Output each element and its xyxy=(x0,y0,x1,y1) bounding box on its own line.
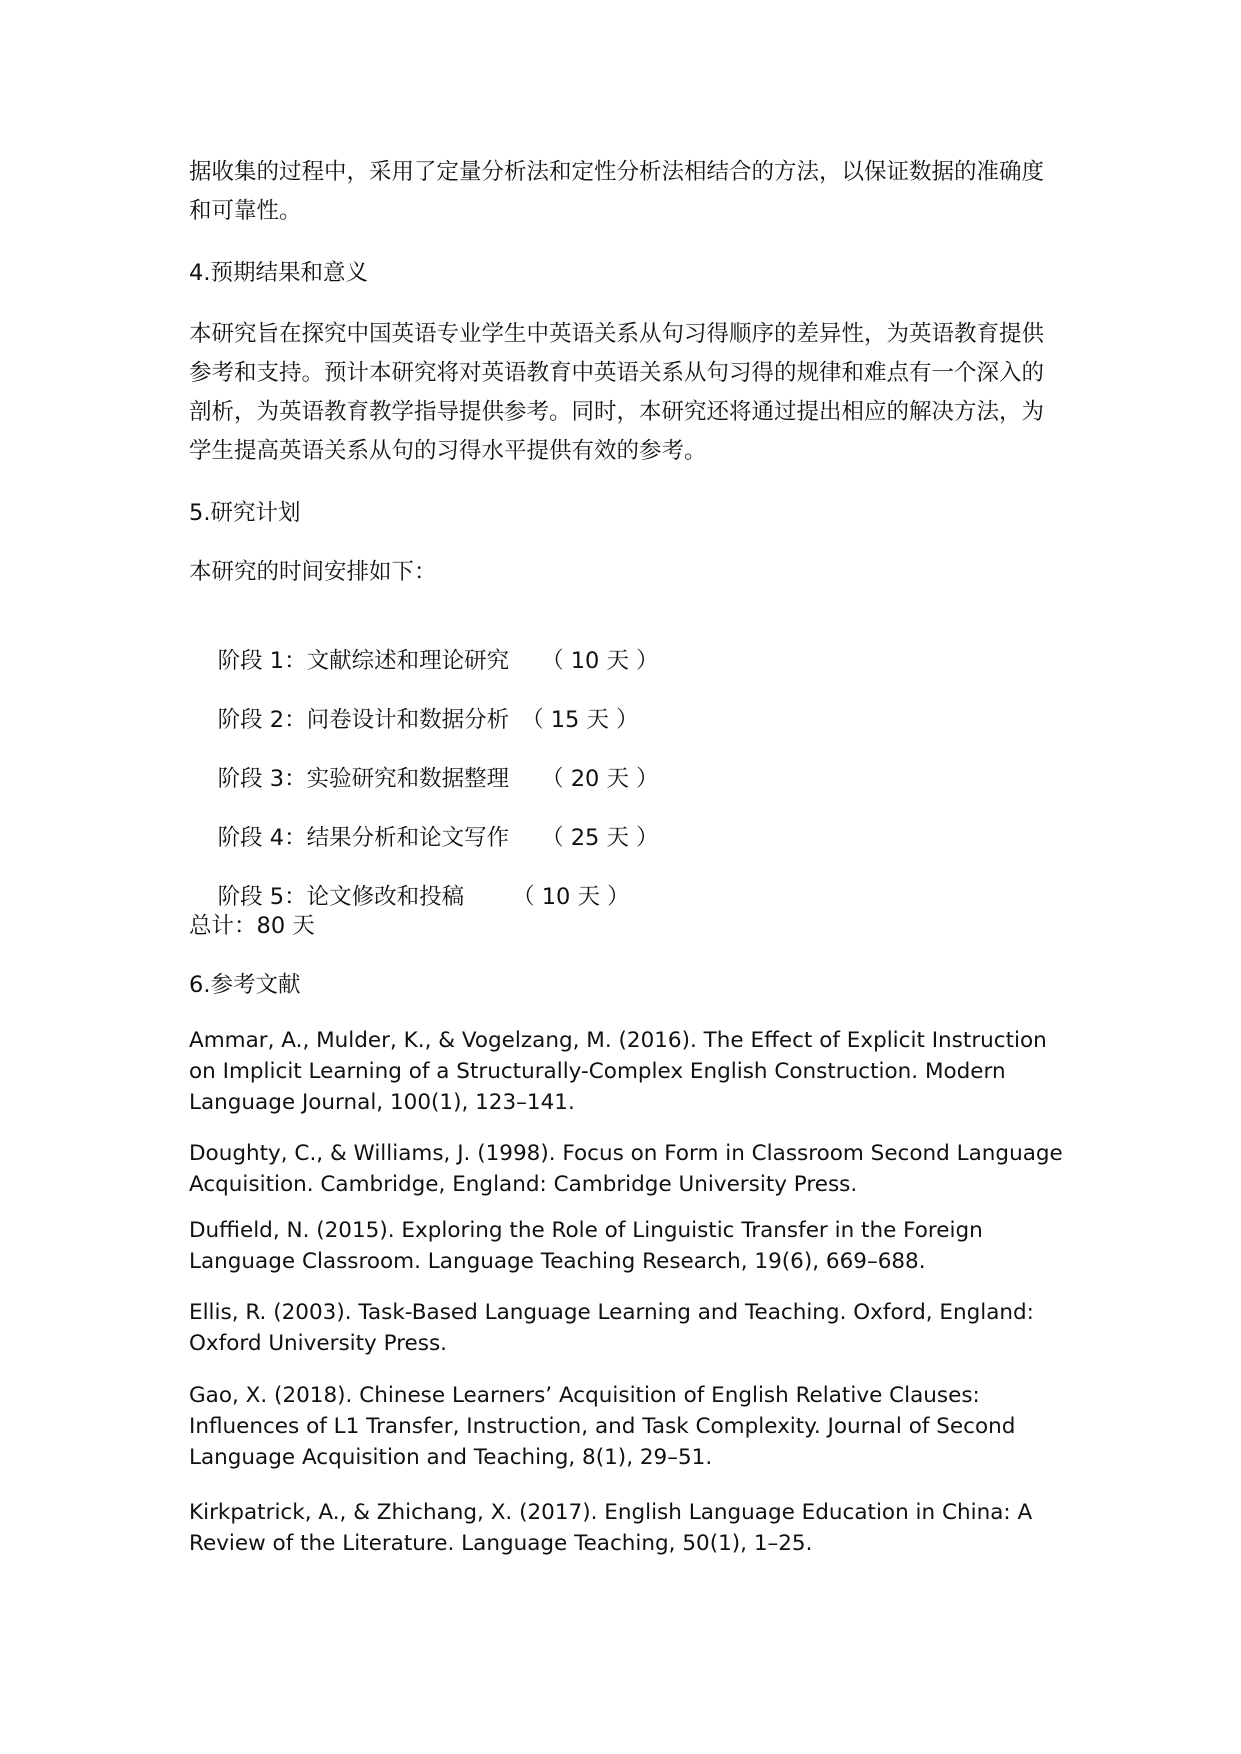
stage-duration: （ 20 天 ） xyxy=(541,766,659,792)
schedule-intro: 本研究的时间安排如下： xyxy=(189,559,437,585)
stage-duration: （ 15 天 ） xyxy=(521,707,639,733)
stage-label: 阶段 1：文献综述和理论研究 xyxy=(217,648,510,674)
stage-label: 阶段 3：实验研究和数据整理 xyxy=(217,766,510,792)
section-5-heading: 5.研究计划 xyxy=(189,500,301,526)
section-6-heading: 6.参考文献 xyxy=(189,972,301,998)
stage-label: 阶段 5：论文修改和投稿 xyxy=(217,884,465,910)
stage-label: 阶段 4：结果分析和论文写作 xyxy=(217,825,510,851)
reference-item: Ellis, R. (2003). Task-Based Language Learning and Teaching. Oxford, England: Oxford University Press. xyxy=(189,1300,1041,1356)
reference-item: Ammar, A., Mulder, K., & Vogelzang, M. (2016). The Effect of Explicit Instruction on Implicit Learning of a Structurally-Complex English Construction. Modern Language Journal, 100(1), 123–141. xyxy=(189,1028,1054,1115)
reference-item: Kirkpatrick, A., & Zhichang, X. (2017). English Language Education in China: A Review of the Literature. Language Teaching, 50(1), 1–25. xyxy=(189,1500,1040,1556)
stage-duration: （ 10 天 ） xyxy=(541,648,659,674)
stage-label: 阶段 2：问卷设计和数据分析 xyxy=(217,707,510,733)
schedule-total: 总计：80 天 xyxy=(189,913,315,939)
intro-paragraph: 据收集的过程中，采用了定量分析法和定性分析法相结合的方法，以保证数据的准确度和可靠性。 xyxy=(189,159,1045,224)
reference-item: Doughty, C., & Williams, J. (1998). Focus on Form in Classroom Second Language Acquisition. Cambridge, England: Cambridge University Press. xyxy=(189,1141,1070,1197)
stage-duration: （ 10 天 ） xyxy=(512,884,630,910)
section-4-heading: 4.预期结果和意义 xyxy=(189,260,368,286)
section-4-paragraph: 本研究旨在探究中国英语专业学生中英语关系从句习得顺序的差异性，为英语教育提供参考和支持。预计本研究将对英语教育中英语关系从句习得的规律和难点有一个深入的剖析，为英语教育教学指导提供参考。同时，本研究还将通过提出相应的解决方法，为学生提高英语关系从句的习得水平提供有效的参考。 xyxy=(189,321,1045,464)
stage-duration: （ 25 天 ） xyxy=(541,825,659,851)
reference-item: Duffield, N. (2015). Exploring the Role of Linguistic Transfer in the Foreign Language Classroom. Language Teaching Research, 19(6), 669–688. xyxy=(189,1218,990,1274)
reference-item: Gao, X. (2018). Chinese Learners’ Acquisition of English Relative Clauses: Influences of L1 Transfer, Instruction, and Task Complexity. Journal of Second Language Acquisition and Teaching, 8(1), 29–51. xyxy=(189,1383,1023,1470)
